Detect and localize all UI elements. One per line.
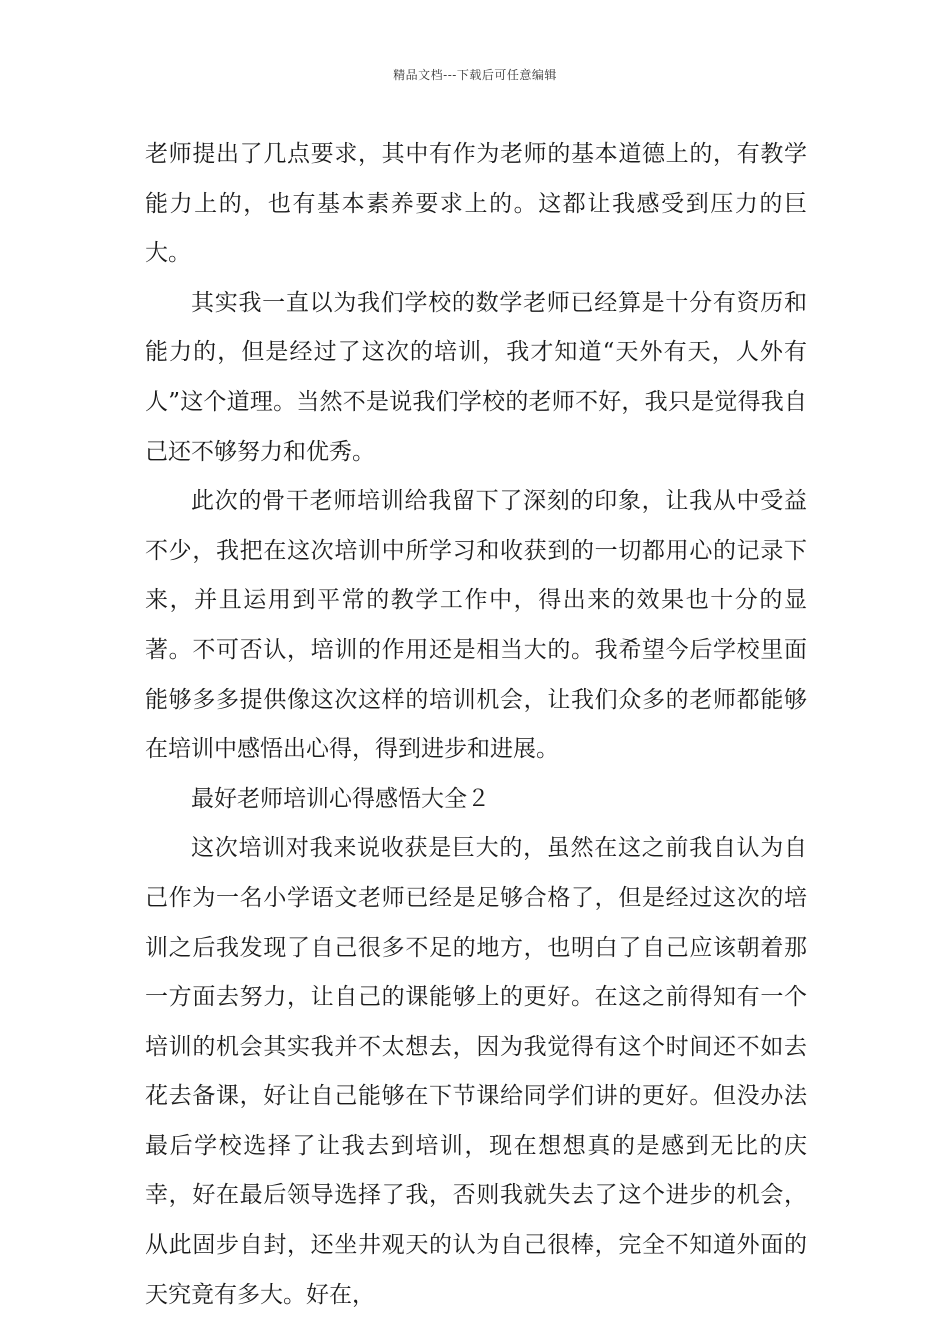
document-body bbox=[145, 130, 807, 1320]
section-heading: 最好老师培训心得感悟大全２ bbox=[191, 785, 490, 812]
paragraph: 此次的骨干老师培训给我留下了深刻的印象，让我从中受益不少，我把在这次培训中所学习和收获到的一切都用心的记录下来，并且运用到平常的教学工作中，得出来的效果也十分的显著。不可否认，培训的作用还是相当大的。我希望今后学校里面能够多多提供像这次这样的培训机会，让我们众多的老师都能够在培训中感悟出心得，得到进步和进展。 bbox=[145, 488, 807, 763]
paragraph-continuation: 老师提出了几点要求，其中有作为老师的基本道德上的，有教学能力上的，也有基本素养要求上的。这都让我感受到压力的巨大。 bbox=[145, 141, 807, 267]
paragraph: 其实我一直以为我们学校的数学老师已经算是十分有资历和能力的，但是经过了这次的培训，我才知道“天外有天，人外有人”这个道理。当然不是说我们学校的老师不好，我只是觉得我自己还不够努力和优秀。 bbox=[145, 289, 807, 465]
paragraph: 这次培训对我来说收获是巨大的，虽然在这之前我自认为自己作为一名小学语文老师已经是足够合格了，但是经过这次的培训之后我发现了自己很多不足的地方，也明白了自己应该朝着那一方面去努力，让自己的课能够上的更好。在这之前得知有一个培训的机会其实我并不太想去，因为我觉得有这个时间还不如去花去备课，好让自己能够在下节课给同学们讲的更好。但没办法最后学校选择了让我去到培训，现在想想真的是感到无比的庆幸，好在最后领导选择了我，否则我就失去了这个进步的机会，从此固步自封，还坐井观天的认为自己很棒，完全不知道外面的天究竟有多大。好在， bbox=[145, 835, 807, 1308]
page-header: 精品文档---下载后可任意编辑 bbox=[393, 68, 557, 82]
